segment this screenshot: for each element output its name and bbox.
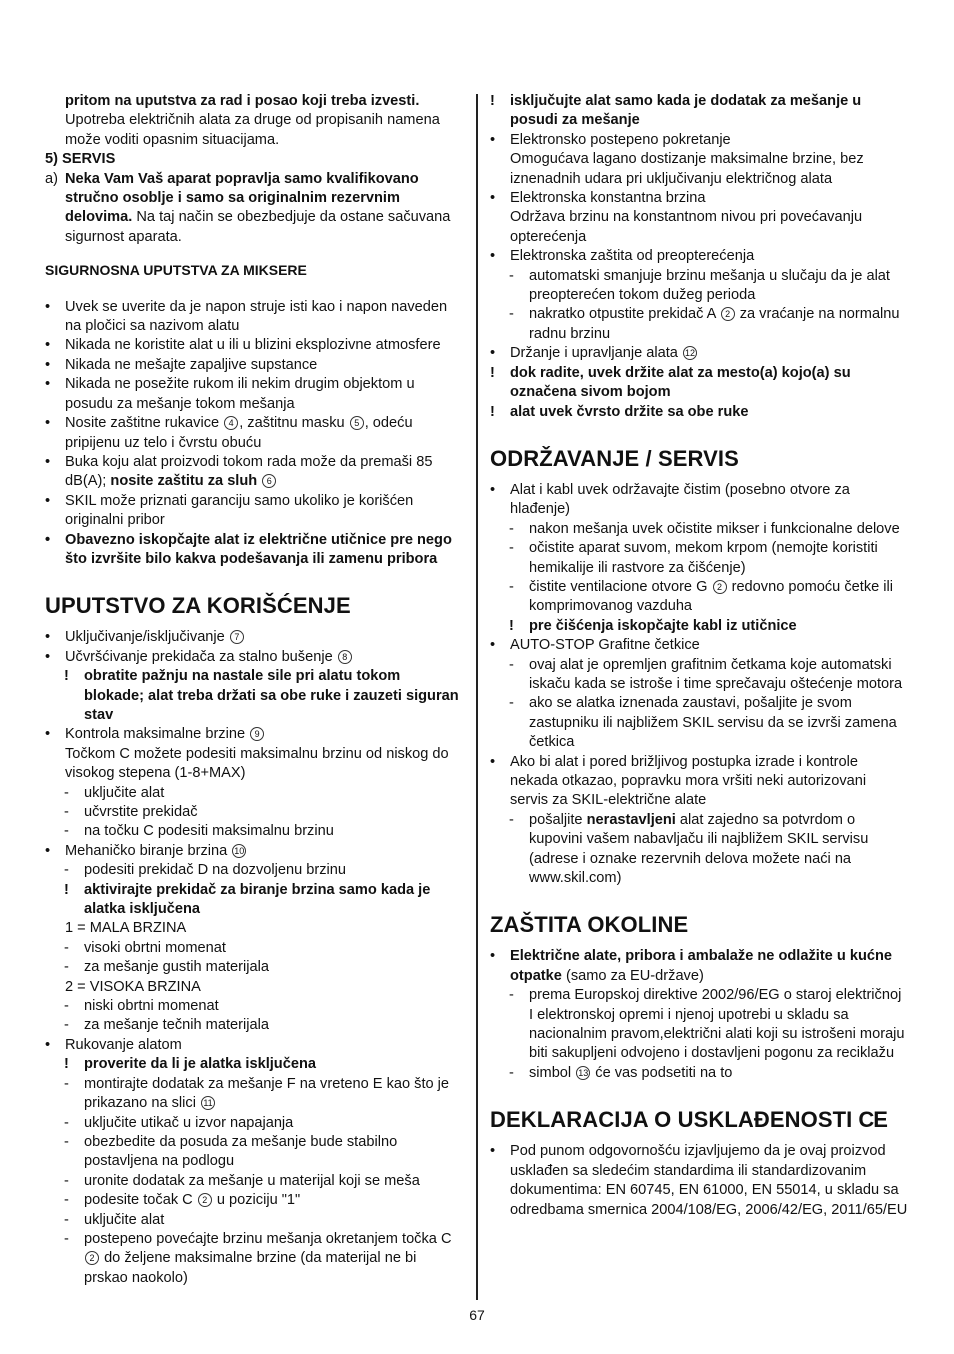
warning-mark: ! xyxy=(490,403,495,420)
item-marker: a) xyxy=(45,170,58,187)
item-text: Pod punom odgovornošću izjavljujemo da je ovaj proizvod usklađen sa sledećim standardima ili standardizovanim dokumentima: EN 60745, EN 61000, EN 55014, u skladu sa odredbama smernica 2004/108/EG, 2006/42/EG, 2011/65/EU xyxy=(510,1143,908,1218)
page-number: 67 xyxy=(469,1307,485,1323)
list-item xyxy=(490,131,908,150)
warning-mark: ! xyxy=(64,1056,69,1073)
item-text: prema Europskoj direktive 2002/96/EG o staroj električnoj I elektronskoj opremi i njenoj upotrebi u skladu sa nacionalnim pravom,električni alati koji su istrošeni moraju biti sakupljeni odvojeno i dostavljeni pogonu za reciklažu xyxy=(529,987,905,1062)
item-text: Elektronska zaštita od preopterećenja xyxy=(510,248,755,265)
bullet: • xyxy=(45,492,51,509)
dash: - xyxy=(64,784,69,801)
callout-number: 13 xyxy=(578,1067,589,1078)
item-text: nakon mešanja uvek očistite mikser i funkcionalne delove xyxy=(529,520,900,537)
servis-a-text: Na taj način se obezbedjuje da ostane sačuvana sigurnost aparata. xyxy=(65,209,451,245)
list-item xyxy=(490,636,908,655)
dash: - xyxy=(64,804,69,820)
list-item xyxy=(490,753,908,811)
item-bold: Obavezno iskopčajte alat iz električne utičnice pre nego što izvršite bilo kakva podešavanja ili zamenu pribora xyxy=(65,531,452,567)
warning-text: proverite da li je alatka isključena xyxy=(84,1056,316,1073)
dash-item xyxy=(490,305,908,344)
dash-item xyxy=(490,578,908,617)
speed-label-low: 1 = MALA BRZINA xyxy=(65,920,187,937)
item-description: Održava brzinu na konstantnom nivou pri povećavanju opterećenja xyxy=(510,209,863,245)
item-bold: Električne alate, pribora i ambalaže ne odlažite u kućne otpatke xyxy=(510,948,893,984)
warning-item xyxy=(45,667,462,725)
item-text: podesite točak C xyxy=(84,1192,193,1209)
list-item xyxy=(45,628,462,647)
dash: - xyxy=(64,1192,69,1209)
item-text: Nosite zaštitne rukavice xyxy=(65,415,220,432)
callout-number: 4 xyxy=(224,416,238,430)
callout-number: 8 xyxy=(338,650,352,664)
bullet: • xyxy=(490,190,496,207)
bullet: • xyxy=(490,948,496,965)
warning-item xyxy=(490,92,908,131)
bullet: • xyxy=(490,481,496,498)
list-item xyxy=(45,375,462,414)
warning-text: alat uvek čvrsto držite sa obe ruke xyxy=(510,403,749,420)
item-text: za vraćanje na normalnu radnu brzinu xyxy=(529,306,900,342)
dash: - xyxy=(509,306,514,323)
right-column xyxy=(490,92,908,1220)
dash: - xyxy=(64,1114,69,1131)
item-text: Buka koju alat proizvodi tokom rada može da premaši 85 dB(A); xyxy=(65,453,433,490)
callout-number: 5 xyxy=(350,416,364,430)
intro-text: Upotreba električnih alata za druge od propisanih namena može voditi opasnim situacijama. xyxy=(65,112,440,148)
dash-item xyxy=(45,861,462,880)
dash-item xyxy=(490,694,908,752)
list-item xyxy=(45,1036,462,1055)
item-text: do željene maksimalne brzine (da materijal ne bi prskao naokolo) xyxy=(84,1250,417,1286)
warning-item xyxy=(45,881,462,920)
item-text: pošaljite xyxy=(529,811,583,828)
dash: - xyxy=(64,1017,69,1034)
item-text: AUTO-STOP Grafitne četkice xyxy=(510,637,700,654)
list-item xyxy=(490,1142,908,1220)
item-text: Elektronsko postepeno pokretanje xyxy=(510,131,731,148)
bullet: • xyxy=(490,131,496,148)
list-item xyxy=(45,842,462,861)
callout-number: 7 xyxy=(230,630,244,644)
bullet: • xyxy=(45,842,51,859)
dash: - xyxy=(509,1064,514,1081)
item-text: Ako bi alat i pored brižljivog postupka izrade i kontrole nekada otkazao, popravku mora vršiti neki autorizovani servis za SKIL-električne alate xyxy=(510,753,867,809)
item-text: uključite alat xyxy=(84,1211,165,1228)
warning-item xyxy=(490,364,908,403)
item-text: očistite aparat suvom, mekom krpom (nemojte koristiti hemikalije ili rastvore za čišćenje) xyxy=(529,540,878,576)
dash-item xyxy=(45,958,462,977)
list-item xyxy=(45,453,462,492)
dash-item xyxy=(490,520,908,539)
dash-item xyxy=(45,1172,462,1191)
item-description: Omogućava lagano dostizanje maksimalne brzine, bez iznenadnih udara pri uključivanju električnog alata xyxy=(510,151,864,187)
warning-item xyxy=(45,1055,462,1074)
dash-item xyxy=(45,822,462,841)
warning-mark: ! xyxy=(509,617,514,634)
item-text: uključite utikač u izvor napajanja xyxy=(84,1114,294,1131)
callout-number: 2 xyxy=(713,580,727,594)
item-text: niski obrtni momenat xyxy=(84,998,219,1015)
dash: - xyxy=(64,939,69,956)
warning-mark: ! xyxy=(64,668,69,685)
callout-number: 11 xyxy=(201,1096,215,1110)
callout-number: 6 xyxy=(262,474,276,488)
intro-paragraph xyxy=(45,92,462,150)
item-text: postepeno povećajte brzinu mešanja okretanjem točka C xyxy=(84,1230,452,1247)
ce-mark-icon: CE xyxy=(858,1107,887,1133)
speed-label-high: 2 = VISOKA BRZINA xyxy=(65,978,201,995)
dash-item xyxy=(490,986,908,1064)
warning-mark: ! xyxy=(490,364,495,381)
list-item xyxy=(45,725,462,744)
dash: - xyxy=(64,1211,69,1228)
item-text: Kontrola maksimalne brzine xyxy=(65,726,246,743)
item-text: obezbedite da posuda za mešanje bude stabilno postavljena na podlogu xyxy=(84,1133,398,1170)
item-text: simbol xyxy=(529,1064,572,1081)
dash: - xyxy=(509,540,514,557)
dash: - xyxy=(64,1230,69,1247)
dash-item xyxy=(490,811,908,889)
callout-number: 2 xyxy=(721,307,735,321)
list-item xyxy=(45,531,462,570)
dash: - xyxy=(64,1133,69,1150)
dash-item xyxy=(45,997,462,1016)
warning-mark: ! xyxy=(490,93,495,109)
callout-number: 10 xyxy=(234,845,245,856)
dash-item xyxy=(45,1211,462,1230)
item-text: će vas podsetiti na to xyxy=(595,1064,733,1081)
dash: - xyxy=(509,987,514,1004)
dash: - xyxy=(64,862,69,879)
item-text: za mešanje tečnih materijala xyxy=(84,1017,269,1034)
bullet: • xyxy=(45,356,51,373)
item-description: Točkom C možete podesiti maksimalnu brzinu od niskog do visokog stepena (1-8+MAX) xyxy=(65,745,449,782)
bullet: • xyxy=(45,415,51,432)
dash-item xyxy=(45,939,462,958)
dash: - xyxy=(509,578,514,595)
item-text: alat zajedno sa potvrdom o kupovini vašem nabavljaču ili najbližem SKIL servisu (adrese i oznake rezervnih delova možete naći na www.skil.com) xyxy=(529,811,869,887)
servis-item-a xyxy=(45,170,462,248)
callout-number: 9 xyxy=(250,727,264,741)
bullet: • xyxy=(45,648,51,665)
item-text: za mešanje gustih materijala xyxy=(84,959,269,976)
servis-heading: 5) SERVIS xyxy=(45,151,116,168)
bullet: • xyxy=(45,453,51,470)
list-item xyxy=(45,336,462,355)
section-heading-usage: UPUTSTVO ZA KORIŠĆENJE xyxy=(45,593,351,619)
warning-text: obratite pažnju na nastale sile pri alatu tokom blokade; alat treba držati sa obe ruke i zauzeti siguran stav xyxy=(84,668,459,723)
dash-item xyxy=(45,1016,462,1035)
item-text: ako se alatka iznenada zaustavi, pošaljite je svom zastupniku ili najbližem SKIL servisu da se izvrši zamena četkica xyxy=(529,695,897,751)
item-text: Mehaničko biranje brzina xyxy=(65,842,228,859)
dash-item xyxy=(490,539,908,578)
list-item xyxy=(490,481,908,520)
section-heading-maintenance: ODRŽAVANJE / SERVIS xyxy=(490,445,739,471)
item-text: Učvršćivanje prekidača za stalno bušenje xyxy=(65,648,333,665)
bullet: • xyxy=(45,298,51,315)
dash: - xyxy=(509,267,514,284)
item-text: Uvek se uverite da je napon struje isti kao i napon naveden na pločici sa nazivom alatu xyxy=(65,298,448,335)
item-text: čistite ventilacione otvore G xyxy=(529,578,708,595)
item-text: Uključivanje/isključivanje xyxy=(65,629,225,646)
bullet: • xyxy=(45,531,51,548)
dash-item xyxy=(45,1133,462,1172)
warning-mark: ! xyxy=(64,881,69,898)
item-text: Elektronska konstantna brzina xyxy=(510,190,706,207)
bullet: • xyxy=(490,753,496,770)
item-text: , odeću pripijenu uz telo i čvrstu obuću xyxy=(65,415,413,451)
item-text: nakratko otpustite prekidač A xyxy=(529,306,716,323)
dash: - xyxy=(64,1075,69,1092)
bullet: • xyxy=(490,1143,496,1160)
warning-text: isključujte alat samo kada je dodatak za mešanje u posudi za mešanje xyxy=(510,93,862,129)
dash-item xyxy=(490,1064,908,1083)
item-text: na točku C podesiti maksimalnu brzinu xyxy=(84,823,334,840)
warning-item xyxy=(490,617,908,636)
warning-text: aktivirajte prekidač za biranje brzina samo kada je alatka isključena xyxy=(84,881,431,918)
item-text: uronite dodatak za mešanje u materijal koji se meša xyxy=(84,1172,420,1189)
warning-item xyxy=(490,403,908,422)
item-text: Nikada ne koristite alat u ili u blizini eksplozivne atmosfere xyxy=(65,337,441,354)
list-item xyxy=(45,414,462,453)
dash: - xyxy=(509,811,514,828)
item-text: ovaj alat je opremljen grafitnim četkama koje automatski iskaču kada se istroše i time sprečavaju oštećenje motora xyxy=(529,656,903,692)
intro-bold: pritom na uputstva za rad i posao koji treba izvesti. xyxy=(65,93,420,109)
callout-number: 2 xyxy=(198,1193,212,1207)
list-item xyxy=(490,344,908,363)
left-column xyxy=(45,92,462,1288)
dash-item xyxy=(490,267,908,306)
bullet: • xyxy=(45,1036,51,1053)
dash-item xyxy=(45,1075,462,1114)
dash-item xyxy=(45,1230,462,1288)
item-text: podesiti prekidač D na dozvoljenu brzinu xyxy=(84,862,347,879)
item-text: montirajte dodatak za mešanje F na vreteno E kao što je prikazano na slici xyxy=(84,1075,450,1112)
list-item xyxy=(45,648,462,667)
dash-item xyxy=(45,803,462,822)
item-text: redovno pomoću četke ili komprimovanog vazduha xyxy=(529,578,894,615)
item-text: Držanje i upravljanje alata xyxy=(510,345,678,362)
dash-item xyxy=(490,656,908,695)
bullet: • xyxy=(45,376,51,393)
item-text: Nikada ne mešajte zapaljive supstance xyxy=(65,356,318,373)
list-item xyxy=(45,298,462,337)
dash: - xyxy=(509,656,514,673)
list-item xyxy=(490,947,908,986)
item-text: visoki obrtni momenat xyxy=(84,939,226,956)
item-text: SKIL može priznati garanciju samo ukoliko je korišćen originalni pribor xyxy=(65,492,414,529)
item-text: , zaštitnu masku xyxy=(239,415,345,432)
item-text: Alat i kabl uvek održavajte čistim (posebno otvore za hlađenje) xyxy=(510,481,850,518)
item-text: automatski smanjuje brzinu mešanja u slučaju da je alat preopterećen tokom dužeg perioda xyxy=(529,267,890,304)
dash: - xyxy=(64,959,69,976)
item-text: Rukovanje alatom xyxy=(65,1036,182,1053)
bullet: • xyxy=(490,248,496,265)
column-divider xyxy=(476,94,478,1300)
callout-number: 2 xyxy=(85,1251,99,1265)
item-text: učvrstite prekidač xyxy=(84,804,198,820)
list-item xyxy=(490,189,908,208)
dash-item xyxy=(45,784,462,803)
dash-item xyxy=(45,1191,462,1210)
servis-a-bold: Neka Vam Vaš aparat popravlja samo kvalifikovano stručno osoblje i samo sa originalnim rezervnim delovima. xyxy=(65,170,419,226)
dash: - xyxy=(509,520,514,537)
section-heading-declaration xyxy=(490,1107,908,1133)
list-item xyxy=(490,247,908,266)
dash-item xyxy=(45,1114,462,1133)
item-bold: nosite zaštitu za sluh xyxy=(110,473,258,490)
dash: - xyxy=(64,1172,69,1189)
dash: - xyxy=(64,998,69,1015)
item-text: uključite alat xyxy=(84,784,165,801)
callout-number: 12 xyxy=(684,348,695,359)
warning-text: dok radite, uvek držite alat za mesto(a) kojo(a) su označena sivom bojom xyxy=(510,364,851,401)
dash: - xyxy=(509,695,514,712)
bullet: • xyxy=(45,726,51,743)
item-text: u poziciju "1" xyxy=(216,1192,301,1209)
bullet: • xyxy=(45,629,51,646)
dash: - xyxy=(64,823,69,840)
safety-heading: SIGURNOSNA UPUTSTVA ZA MIKSERE xyxy=(45,262,307,279)
bullet: • xyxy=(45,337,51,354)
bullet: • xyxy=(490,345,496,362)
item-text: (samo za EU-države) xyxy=(565,967,704,984)
declaration-title: DEKLARACIJA O USKLAĐENOSTI xyxy=(490,1107,853,1133)
section-heading-environment: ZAŠTITA OKOLINE xyxy=(490,912,689,938)
item-bold: nerastavljeni xyxy=(586,811,676,828)
list-item xyxy=(45,492,462,531)
item-text: Nikada ne posežite rukom ili nekim drugim objektom u posudu za mešanje tokom mešanja xyxy=(65,376,415,412)
bullet: • xyxy=(490,637,496,654)
list-item xyxy=(45,356,462,375)
warning-text: pre čišćenja iskopčajte kabl iz utičnice xyxy=(529,617,797,634)
